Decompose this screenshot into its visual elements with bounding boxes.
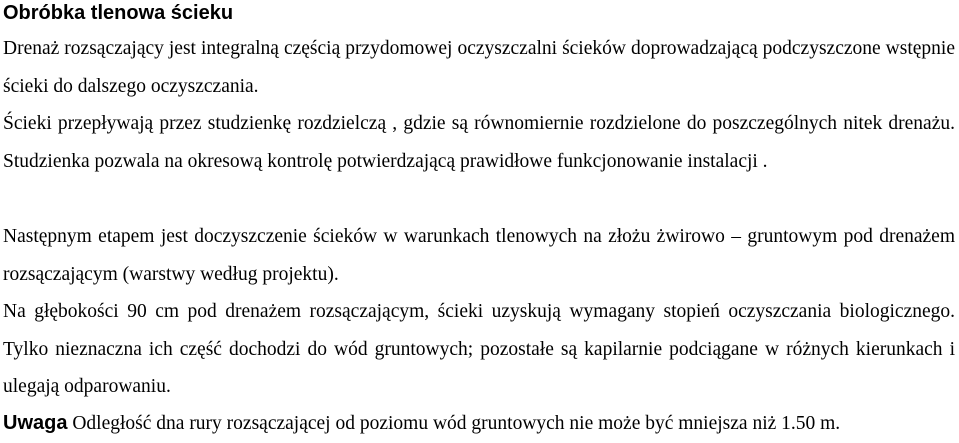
warning-label: Uwaga bbox=[3, 412, 68, 434]
warning-note bbox=[3, 405, 955, 443]
paragraph-distribution-chamber: Ścieki przepływają przez studzienkę rozdzielczą , gdzie są równomiernie rozdzielone do poszczególnych nitek drenażu. Studzienka pozwala na okresową kontrolę potwierdzającą prawidłowe funkcjonowanie instalacji . bbox=[3, 113, 955, 172]
paragraph-drainage-intro: Drenaż rozsączający jest integralną częścią przydomowej oczyszczalni ścieków doprowadzającą podczyszczone wstępnie ścieki do dalszego oczyszczania. bbox=[3, 38, 955, 97]
paragraph-aerobic-treatment: Następnym etapem jest doczyszczenie ścieków w warunkach tlenowych na złożu żwirowo – gruntowym pod drenażem rozsączającym (warstwy według projektu). bbox=[3, 226, 955, 285]
section-title: Obróbka tlenowa ścieku bbox=[3, 2, 234, 24]
paragraph-biological-treatment: Na głębokości 90 cm pod drenażem rozsączającym, ścieki uzyskują wymagany stopień oczyszczania biologicznego. Tylko nieznaczna ich część dochodzi do wód gruntowych; pozostałe są kapilarnie podciągane w różnych kierunkach i ulegają odparowaniu. bbox=[3, 301, 955, 397]
warning-text: Odległość dna rury rozsączającej od poziomu wód gruntowych nie może być mniejsza niż 1.50 m. bbox=[72, 413, 841, 434]
